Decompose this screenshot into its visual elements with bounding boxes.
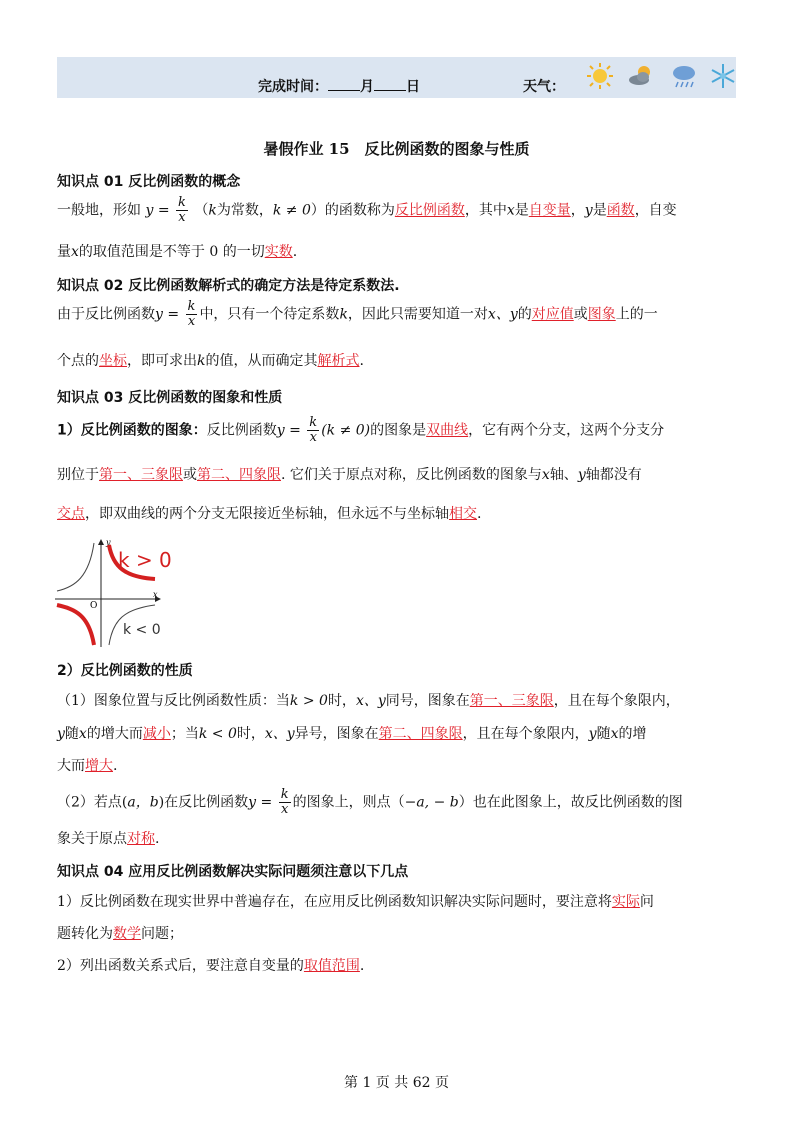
kp3-fraction: $\frac{k}{x}$ [309, 415, 318, 445]
kp4-line2: 题转化为数学问题； [57, 926, 183, 942]
sunny-icon [586, 62, 614, 90]
term-hyperbola: 双曲线 [426, 422, 469, 439]
kp3-fraction-2: $\frac{k}{x}$ [280, 787, 289, 817]
term-symmetric: 对称 [127, 831, 155, 847]
kp2-line1: 由于反比例函数y = $\frac{k}{x}$ 中，只有一个待定系数k，因此只需要知道一对x、y的对应值或图象上的一 [57, 299, 658, 329]
term-real-number: 实数 [264, 244, 293, 260]
kp3-prop-line2: y随x的增大而减小；当k < 0时，x、y异号，图象在第二、四象限，且在每个象限内，y随x的增 [57, 726, 647, 742]
kp1-fraction: $\frac{k}{x}$ [178, 195, 186, 225]
kp3-prop-line5: 象关于原点对称. [57, 831, 160, 847]
kp3-line3: 交点，即双曲线的两个分支无限接近坐标轴，但永远不与坐标轴相交. [57, 506, 482, 522]
kp3-prop-line3: 大而增大. [57, 758, 118, 774]
term-quadrants-2-4-b: 第二、四象限 [378, 726, 463, 742]
term-quadrants-1-3: 第一、三象限 [99, 467, 183, 483]
month-blank[interactable] [328, 78, 360, 91]
label-k-positive: k > 0 [118, 548, 172, 572]
origin-label: O [90, 601, 98, 611]
kp4-line1: 1）反比例函数在现实世界中普遍存在，在应用反比例函数知识解决实际问题时，要注意将实际问 [57, 894, 654, 910]
partly-cloudy-icon [627, 62, 655, 90]
term-math: 数学 [113, 926, 141, 942]
kp4-line3: 2）列出函数关系式后，要注意自变量的取值范围. [57, 958, 365, 974]
y-axis-arrow [98, 539, 104, 545]
term-analytic-formula: 解析式 [317, 353, 360, 369]
label-k-negative: k < 0 [123, 622, 161, 638]
kp3-prop-line1: （1）图象位置与反比例函数性质：当k > 0时，x、y同号，图象在第一、三象限，且在每个象限内， [57, 693, 680, 709]
kp3-heading: 知识点 03 反比例函数的图象和性质 [57, 390, 283, 406]
x-axis-label: x [153, 590, 158, 599]
term-increase: 增大 [85, 758, 113, 774]
term-graph: 图象 [587, 306, 616, 323]
kp2-heading: 知识点 02 反比例函数解析式的确定方法是待定系数法. [57, 278, 400, 294]
term-function: 函数 [606, 202, 635, 219]
kp3-sub2: 2）反比例函数的性质 [57, 663, 193, 679]
kp3-line1: 1）反比例函数的图象：反比例函数y = $\frac{k}{x}$ (k ≠ 0)的图象是双曲线，它有两个分支，这两个分支分 [57, 415, 665, 445]
kp2-fraction: $\frac{k}{x}$ [187, 299, 196, 329]
rain-icon [670, 62, 698, 90]
term-intersection: 交点 [57, 506, 85, 522]
completion-time: 完成时间： 月 日 [258, 79, 420, 95]
term-corresponding-value: 对应值 [531, 306, 574, 323]
term-practical: 实际 [611, 894, 640, 910]
pos-branch-q3 [57, 605, 94, 645]
term-coordinate: 坐标 [99, 353, 127, 369]
term-domain: 取值范围 [303, 958, 360, 974]
term-intersect: 相交 [449, 506, 477, 522]
term-decrease: 减小 [142, 726, 171, 742]
kp3-line2: 别位于第一、三象限或第二、四象限. 它们关于原点对称，反比例函数的图象与x轴、y轴都没有 [57, 467, 642, 483]
term-inverse-function: 反比例函数 [394, 202, 465, 219]
term-quadrants-2-4: 第二、四象限 [197, 467, 281, 483]
day-blank[interactable] [374, 78, 406, 91]
page-title: 暑假作业 15 反比例函数的图象与性质 [263, 140, 530, 158]
neg-branch-q2 [57, 543, 94, 591]
kp2-line2: 个点的坐标，即可求出k的值，从而确定其解析式. [57, 353, 364, 369]
snow-icon [709, 62, 737, 90]
kp4-heading: 知识点 04 应用反比例函数解决实际问题须注意以下几点 [57, 864, 409, 880]
kp1-line1: 一般地，形如 y = $\frac{k}{x}$ （k为常数，k ≠ 0）的函数称为反比例函数，其中x是自变量，y是函数，自变 [57, 195, 677, 225]
term-quadrants-1-3-b: 第一、三象限 [469, 693, 554, 709]
term-variable: 自变量 [528, 202, 571, 219]
kp1-line2: 量x的取值范围是不等于 0 的一切实数. [57, 244, 298, 260]
kp3-prop-line4: （2）若点(a，b)在反比例函数y = $\frac{k}{x}$ 的图象上，则点（−a, − b）也在此图象上，故反比例函数的图 [57, 787, 683, 817]
weather-label: 天气： [523, 79, 565, 95]
kp1-heading: 知识点 01 反比例函数的概念 [57, 174, 241, 190]
y-axis-label: y [106, 538, 111, 547]
hyperbola-graph [55, 537, 175, 649]
page-footer: 第 1 页 共 62 页 [344, 1075, 449, 1091]
